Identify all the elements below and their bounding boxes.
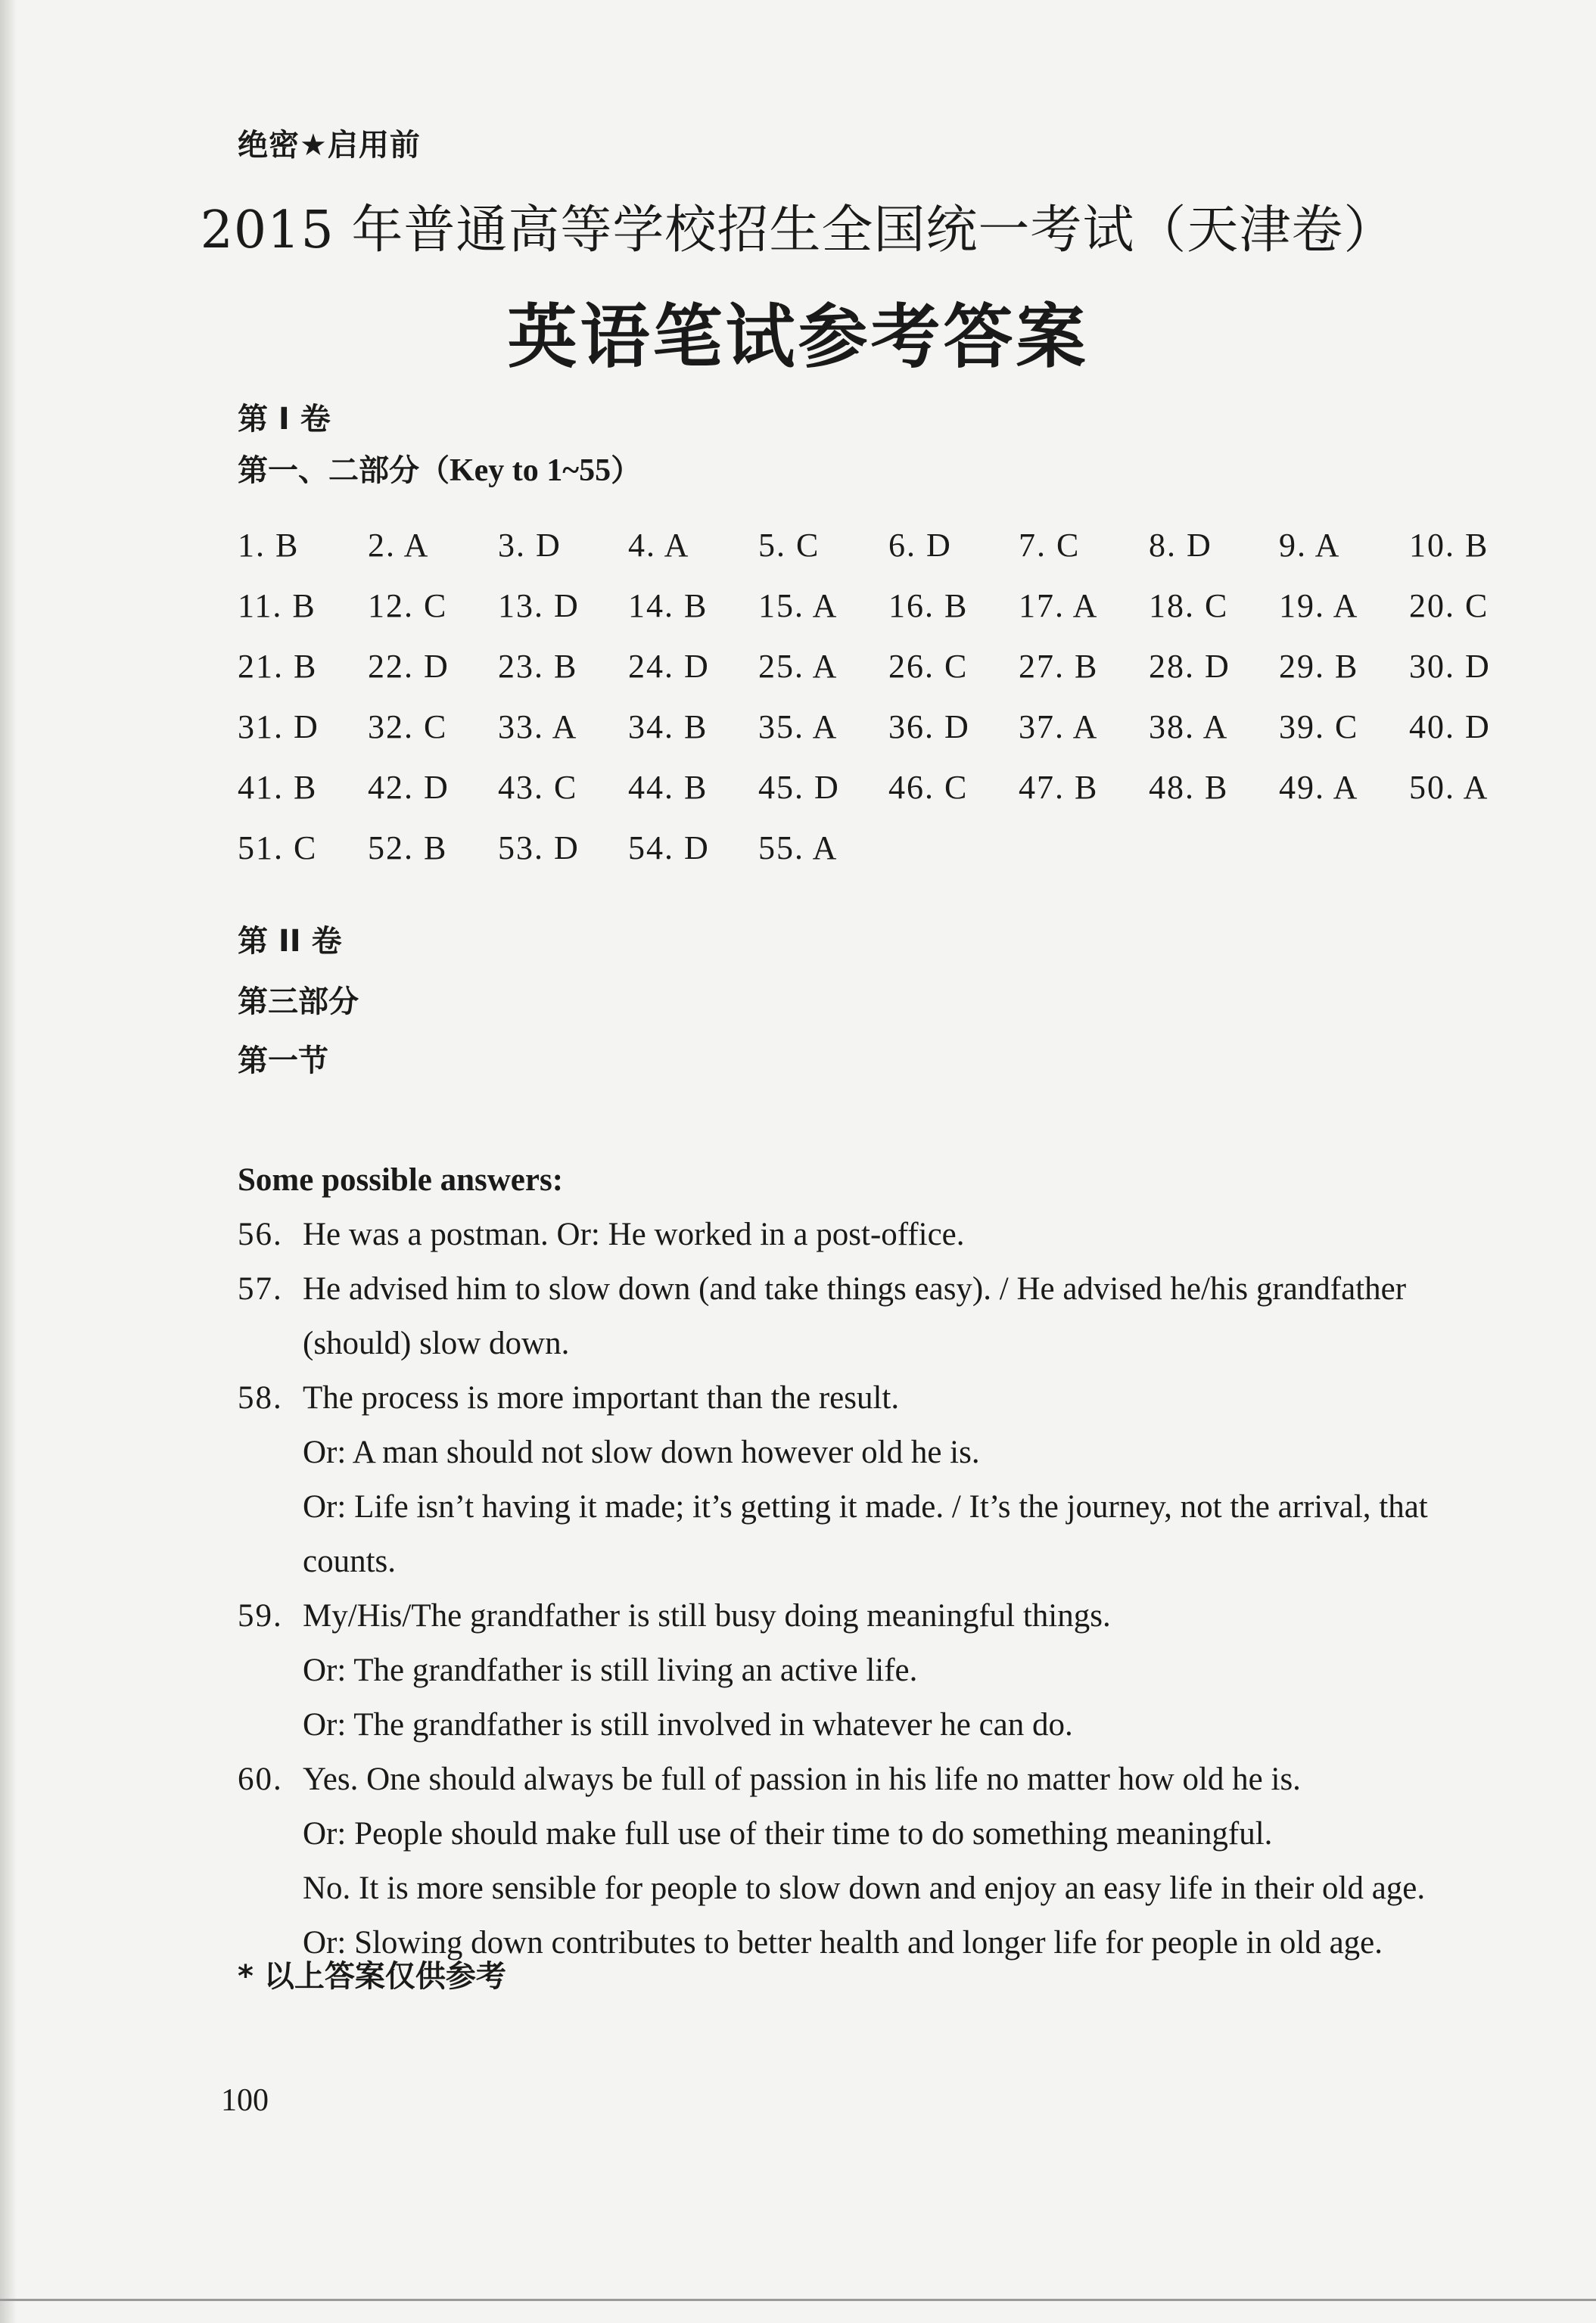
answer-key-item: 30. D — [1409, 648, 1491, 685]
answer-key-item: 41. B — [238, 769, 318, 806]
answer-key-item: 35. A — [758, 708, 838, 745]
part-1-2-heading-cn: 第一、二部分（ — [238, 453, 450, 488]
answer-line: Or: The grandfather is still involved in whatever he can do. — [303, 1707, 1073, 1743]
answer-key-item: 37. A — [1019, 708, 1099, 745]
scan-bottom-edge — [0, 2299, 1596, 2301]
volume-1-heading: 第 I 卷 — [238, 402, 331, 437]
answer-key-item: 27. B — [1019, 648, 1099, 685]
answer-key-item: 54. D — [628, 829, 710, 866]
answer-key-item: 5. C — [758, 527, 820, 564]
answer-key-item: 43. C — [498, 769, 578, 806]
answer-line: Or: Slowing down contributes to better health and longer life for people in old age. — [303, 1925, 1383, 1961]
answer-key-item: 7. C — [1019, 527, 1081, 564]
answer-key-item: 38. A — [1149, 708, 1229, 745]
answer-line: counts. — [303, 1544, 397, 1579]
answer-key-item: 28. D — [1149, 648, 1230, 685]
question-number: 60. — [238, 1762, 283, 1797]
answer-key-item: 23. B — [498, 648, 578, 685]
answer-key-item: 52. B — [368, 829, 448, 866]
answer-item — [238, 1589, 1524, 1752]
answer-item — [238, 1208, 1524, 1262]
answer-key-item: 21. B — [238, 648, 318, 685]
answer-key-item: 49. A — [1279, 769, 1359, 806]
answer-key-item: 55. A — [758, 829, 838, 866]
exam-title: 2015 年普通高等学校招生全国统一考试（天津卷） — [200, 201, 1396, 260]
answer-line: He advised him to slow down (and take things easy). / He advised he/his grandfather — [303, 1271, 1407, 1307]
answer-line: Or: A man should not slow down however old he is. — [303, 1435, 980, 1470]
answer-key-item: 12. C — [368, 587, 448, 624]
answer-line: Yes. One should always be full of passion in his life no matter how old he is. — [303, 1762, 1301, 1797]
answer-key-item: 48. B — [1149, 769, 1229, 806]
answer-key-item: 24. D — [628, 648, 710, 685]
answer-key-item: 10. B — [1409, 527, 1489, 564]
answer-key-item: 15. A — [758, 587, 838, 624]
answer-key-item: 19. A — [1279, 587, 1359, 624]
answer-key-item: 4. A — [628, 527, 690, 564]
possible-answers-intro: Some possible answers: — [238, 1162, 564, 1198]
answer-item — [238, 1371, 1524, 1589]
section-1-heading: 第一节 — [238, 1043, 328, 1078]
answer-key-item: 2. A — [368, 527, 430, 564]
answer-key-item: 39. C — [1279, 708, 1359, 745]
answer-key-item: 9. A — [1279, 527, 1341, 564]
answer-key-item: 11. B — [238, 587, 316, 624]
answer-key-item: 17. A — [1019, 587, 1099, 624]
question-number: 58. — [238, 1380, 283, 1416]
answer-item — [238, 1752, 1524, 1970]
question-number: 57. — [238, 1271, 283, 1307]
answer-line: Or: People should make full use of their time to do something meaningful. — [303, 1816, 1273, 1852]
page-number: 100 — [221, 2083, 269, 2118]
answer-key-item: 18. C — [1149, 587, 1229, 624]
answer-line: The process is more important than the result. — [303, 1380, 900, 1416]
part-1-2-heading — [238, 446, 641, 490]
document-title: 英语笔试参考答案 — [507, 297, 1089, 378]
part-1-2-heading-en: Key to 1~55 — [450, 453, 611, 488]
answer-key-item: 20. C — [1409, 587, 1489, 624]
answer-key-item: 32. C — [368, 708, 448, 745]
answer-key-item: 25. A — [758, 648, 838, 685]
answer-key-item: 29. B — [1279, 648, 1359, 685]
answer-line: He was a postman. Or: He worked in a post-office. — [303, 1217, 965, 1252]
answer-key-item: 6. D — [888, 527, 952, 564]
answer-key-item: 47. B — [1019, 769, 1099, 806]
answer-key-item: 26. C — [888, 648, 969, 685]
written-answers — [238, 1153, 1524, 1970]
answer-key-item: 16. B — [888, 587, 969, 624]
answer-item — [238, 1262, 1524, 1371]
answer-key-item: 13. D — [498, 587, 580, 624]
answer-key-item: 44. B — [628, 769, 708, 806]
part-1-2-heading-close: ） — [611, 453, 642, 488]
answer-line: (should) slow down. — [303, 1326, 570, 1361]
answer-key-item: 53. D — [498, 829, 580, 866]
answer-key-grid — [238, 527, 1539, 867]
footnote: * 以上答案仅供参考 — [238, 1959, 506, 1994]
answer-key-item: 50. A — [1409, 769, 1489, 806]
part-3-heading: 第三部分 — [238, 984, 359, 1019]
question-number: 56. — [238, 1217, 283, 1252]
answer-key-item: 8. D — [1149, 527, 1212, 564]
answer-line: Or: Life isn’t having it made; it’s getting it made. / It’s the journey, not the arrival, that — [303, 1489, 1428, 1525]
answer-key-item: 34. B — [628, 708, 708, 745]
answer-key-item: 22. D — [368, 648, 450, 685]
question-number: 59. — [238, 1598, 283, 1634]
answer-key-item: 14. B — [628, 587, 708, 624]
confidential-label: 绝密★启用前 — [238, 128, 421, 163]
answer-key-item: 1. B — [238, 527, 300, 564]
answer-key-item: 36. D — [888, 708, 970, 745]
answer-key-item: 40. D — [1409, 708, 1491, 745]
answer-key-item: 3. D — [498, 527, 562, 564]
answer-key-item: 42. D — [368, 769, 450, 806]
answer-key-item: 45. D — [758, 769, 840, 806]
answer-key-item: 46. C — [888, 769, 969, 806]
answer-line: Or: The grandfather is still living an active life. — [303, 1653, 918, 1688]
volume-2-heading: 第 II 卷 — [238, 924, 342, 959]
answer-key-item: 31. D — [238, 708, 319, 745]
answer-key-item: 33. A — [498, 708, 578, 745]
answer-line: My/His/The grandfather is still busy doing meaningful things. — [303, 1598, 1111, 1634]
answer-line: No. It is more sensible for people to slow down and enjoy an easy life in their old age. — [303, 1871, 1426, 1906]
answer-key-item: 51. C — [238, 829, 318, 866]
